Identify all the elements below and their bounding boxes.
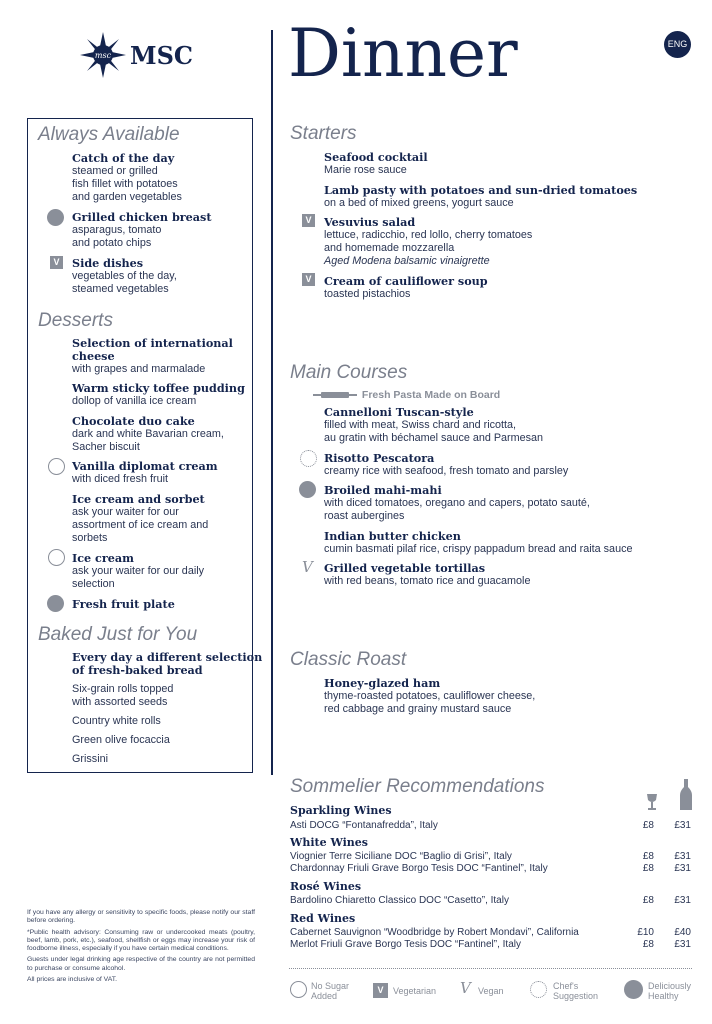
bottle-price: £31 bbox=[674, 820, 691, 831]
menu-item-vesuvius-salad: Vesuvius salad lettuce, radicchio, red lollo, cherry tomatoes and homemade mozzarella Aged Modena balsamic vinaigrette bbox=[324, 215, 533, 267]
menu-item-ice-cream-sorbet: Ice cream and sorbet ask your waiter for our assortment of ice cream and sorbets bbox=[72, 492, 209, 544]
menu-item-grilled-chicken: Grilled chicken breast asparagus, tomato and potato chips bbox=[72, 210, 212, 249]
chef-suggestion-icon bbox=[530, 981, 547, 998]
menu-item-honey-glazed-ham: Honey-glazed ham thyme-roasted potatoes, cauliflower cheese, red cabbage and grainy mustard sauce bbox=[324, 676, 536, 715]
allergy-note: If you have any allergy or sensitivity to specific foods, please notify our staff before ordering. bbox=[27, 909, 255, 925]
vegetarian-icon: V bbox=[373, 983, 388, 998]
bottle-price: £31 bbox=[674, 939, 691, 950]
chef-suggestion-icon bbox=[300, 450, 317, 467]
msc-logo bbox=[80, 31, 205, 81]
menu-item-seafood-cocktail: Seafood cocktail Marie rose sauce bbox=[324, 150, 428, 176]
wine-group-sparkling: Sparkling Wines bbox=[290, 804, 392, 817]
always-available-heading: Always Available bbox=[38, 124, 180, 145]
legend-divider bbox=[289, 968, 692, 969]
bread-item: Six-grain rolls topped with assorted seeds bbox=[72, 683, 174, 708]
svg-text:msc: msc bbox=[94, 51, 112, 60]
classic-roast-heading: Classic Roast bbox=[290, 649, 407, 670]
bottle-price: £31 bbox=[674, 851, 691, 862]
menu-item-chocolate-duo-cake: Chocolate duo cake dark and white Bavarian cream, Sacher biscuit bbox=[72, 414, 224, 453]
vegetarian-icon: V bbox=[302, 273, 315, 286]
item-title: Catch of the day bbox=[72, 151, 175, 165]
menu-item-toffee-pudding: Warm sticky toffee pudding dollop of vanilla ice cream bbox=[72, 381, 245, 407]
bread-item: Grissini bbox=[72, 753, 108, 765]
wine-group-rose: Rosé Wines bbox=[290, 880, 362, 893]
drinking-age-note: Guests under legal drinking age respective of the country are not permitted to purchase or consume alcohol. bbox=[27, 956, 255, 972]
footnotes bbox=[27, 909, 255, 984]
wine-name: Cabernet Sauvignon “Woodbridge by Robert Mondavi”, California bbox=[290, 927, 579, 938]
glass-price: £10 bbox=[637, 927, 654, 938]
language-badge[interactable] bbox=[664, 31, 691, 58]
baked-heading: Baked Just for You bbox=[38, 624, 198, 645]
page-title: Dinner bbox=[288, 15, 518, 92]
legend-no-sugar: No Sugar Added bbox=[311, 981, 350, 1001]
compass-rose-icon bbox=[80, 32, 126, 78]
wine-glass-icon bbox=[645, 793, 659, 811]
menu-item-side-dishes: Side dishes vegetables of the day, steamed vegetables bbox=[72, 256, 177, 295]
rolling-pin-icon bbox=[313, 391, 359, 399]
menu-item-cauliflower-soup: Cream of cauliflower soup toasted pistachios bbox=[324, 274, 488, 300]
vat-note: All prices are inclusive of VAT. bbox=[27, 976, 118, 984]
menu-item-catch-of-the-day: Catch of the day steamed or grilled fish fillet with potatoes and garden vegetables bbox=[72, 151, 182, 203]
menu-item-vanilla-diplomat: Vanilla diplomat cream with diced fresh fruit bbox=[72, 459, 218, 485]
language-label: ENG bbox=[667, 39, 688, 49]
wine-name: Chardonnay Friuli Grave Borgo Tesis DOC “Fantinel”, Italy bbox=[290, 863, 548, 874]
menu-item-cheese: Selection of international cheese with grapes and marmalade bbox=[72, 336, 233, 375]
no-sugar-icon bbox=[48, 458, 65, 475]
column-divider bbox=[271, 30, 273, 775]
legend-vegetarian: Vegetarian bbox=[393, 986, 437, 996]
glass-price: £8 bbox=[642, 895, 654, 906]
wine-name: Merlot Friuli Grave Borgo Tesis DOC “Fantinel”, Italy bbox=[290, 939, 521, 950]
bread-item: Country white rolls bbox=[72, 715, 161, 727]
menu-item-risotto: Risotto Pescatora creamy rice with seafood, fresh tomato and parsley bbox=[324, 451, 569, 477]
legend-healthy: Deliciously Healthy bbox=[648, 981, 692, 1001]
brand-name: MSC bbox=[130, 41, 193, 70]
menu-item-lamb-pasty: Lamb pasty with potatoes and sun-dried tomatoes on a bed of mixed greens, yogurt sauce bbox=[324, 183, 638, 209]
vegan-icon: V bbox=[460, 979, 471, 997]
bottle-price: £40 bbox=[674, 927, 691, 938]
wine-name: Asti DOCG “Fontanafredda”, Italy bbox=[290, 820, 438, 831]
bottle-price: £31 bbox=[674, 863, 691, 874]
glass-price: £8 bbox=[642, 939, 654, 950]
wine-group-red: Red Wines bbox=[290, 912, 356, 925]
fresh-pasta-label: Fresh Pasta Made on Board bbox=[313, 389, 500, 401]
deliciously-healthy-icon bbox=[47, 595, 64, 612]
vegetarian-icon: V bbox=[50, 256, 63, 269]
menu-item-mahi-mahi: Broiled mahi-mahi with diced tomatoes, oregano and capers, potato sauté, roast aubergines bbox=[324, 483, 590, 522]
desserts-heading: Desserts bbox=[38, 310, 113, 331]
starters-heading: Starters bbox=[290, 123, 357, 144]
menu-item-butter-chicken: Indian butter chicken cumin basmati pilaf rice, crispy pappadum bread and raita sauce bbox=[324, 529, 633, 555]
bread-item: Green olive focaccia bbox=[72, 734, 170, 746]
deliciously-healthy-icon bbox=[47, 209, 64, 226]
baked-intro: Every day a different selection of fresh-baked bread bbox=[72, 650, 263, 677]
menu-item-cannelloni: Cannelloni Tuscan-style filled with meat, Swiss chard and ricotta, au gratin with béchamel sauce and Parmesan bbox=[324, 405, 544, 444]
wine-name: Bardolino Chiaretto Classico DOC “Casetto”, Italy bbox=[290, 895, 509, 906]
wine-bottle-icon bbox=[680, 779, 692, 811]
glass-price: £8 bbox=[642, 820, 654, 831]
menu-item-fresh-fruit: Fresh fruit plate bbox=[72, 597, 175, 611]
vegetarian-icon: V bbox=[302, 214, 315, 227]
sommelier-heading: Sommelier Recommendations bbox=[290, 776, 545, 797]
main-courses-heading: Main Courses bbox=[290, 362, 408, 383]
vegan-icon: V bbox=[302, 558, 313, 576]
wine-group-white: White Wines bbox=[290, 836, 368, 849]
menu-item-ice-cream: Ice cream ask your waiter for our daily selection bbox=[72, 551, 205, 590]
glass-price: £8 bbox=[642, 863, 654, 874]
deliciously-healthy-icon bbox=[299, 481, 316, 498]
deliciously-healthy-icon bbox=[624, 980, 643, 999]
bottle-price: £31 bbox=[674, 895, 691, 906]
legend-chef: Chef's Suggestion bbox=[553, 981, 599, 1001]
glass-price: £8 bbox=[642, 851, 654, 862]
legend-vegan: Vegan bbox=[478, 986, 504, 996]
no-sugar-icon bbox=[290, 981, 307, 998]
wine-name: Viognier Terre Siciliane DOC “Baglio di Grisi”, Italy bbox=[290, 851, 512, 862]
no-sugar-icon bbox=[48, 549, 65, 566]
health-advisory: *Public health advisory: Consuming raw or undercooked meats (poultry, beef, lamb, pork, etc.), seafood, shellfish or eggs may increase your risk of foodborne illness, especially if you have certain medical conditions. bbox=[27, 928, 255, 953]
menu-item-vegetable-tortillas: Grilled vegetable tortillas with red beans, tomato rice and guacamole bbox=[324, 561, 531, 587]
